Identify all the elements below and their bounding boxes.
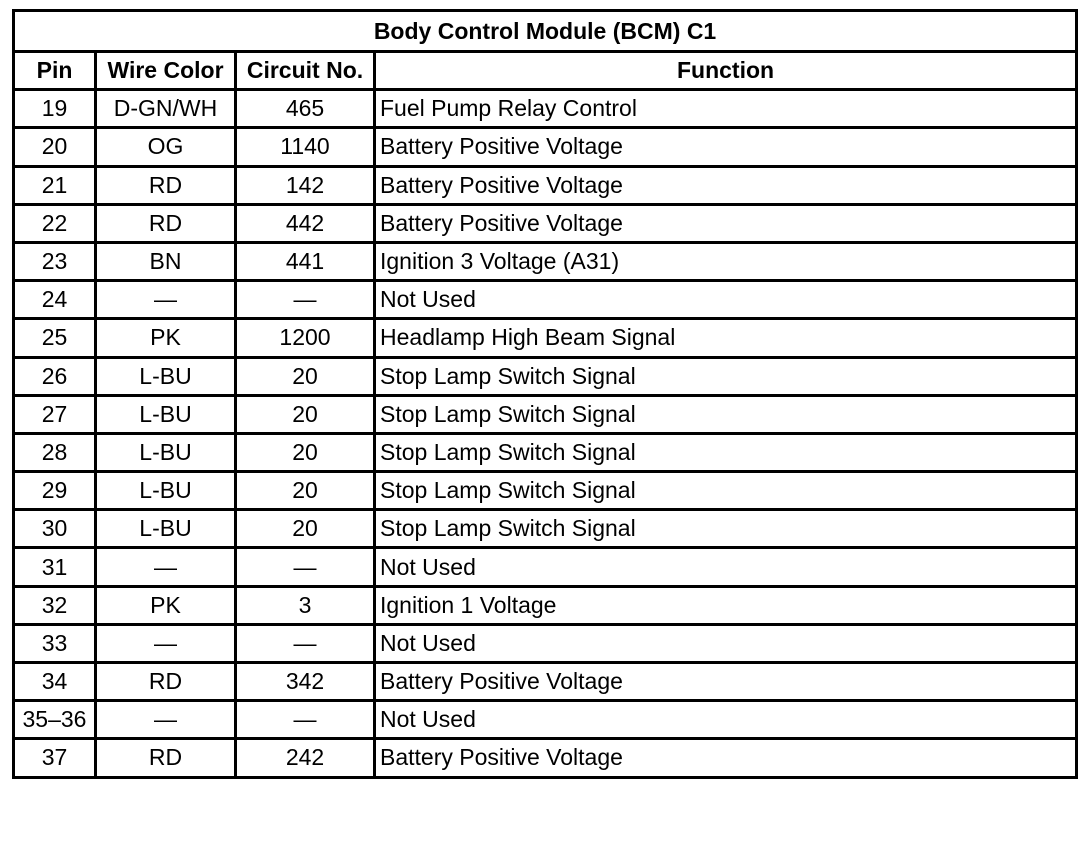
function-cell: Battery Positive Voltage <box>375 128 1077 166</box>
table-row <box>14 510 1077 548</box>
table-row <box>14 663 1077 701</box>
pin-cell: 29 <box>14 472 96 510</box>
table-row <box>14 128 1077 166</box>
circuit-no-cell: 20 <box>236 357 375 395</box>
wire-color-cell: PK <box>96 586 236 624</box>
table-row <box>14 739 1077 777</box>
table-row <box>14 281 1077 319</box>
title-row <box>14 11 1077 52</box>
wire-color-cell: PK <box>96 319 236 357</box>
wire-color-cell: — <box>96 624 236 662</box>
pin-cell: 34 <box>14 663 96 701</box>
function-cell: Stop Lamp Switch Signal <box>375 510 1077 548</box>
wire-color-cell: BN <box>96 242 236 280</box>
wire-color-cell: L-BU <box>96 510 236 548</box>
circuit-no-cell: 3 <box>236 586 375 624</box>
header-wire-color: Wire Color <box>96 52 236 90</box>
pin-cell: 22 <box>14 204 96 242</box>
pin-cell: 23 <box>14 242 96 280</box>
function-cell: Stop Lamp Switch Signal <box>375 433 1077 471</box>
wire-color-cell: L-BU <box>96 472 236 510</box>
table-row <box>14 90 1077 128</box>
pin-cell: 21 <box>14 166 96 204</box>
wire-color-cell: — <box>96 281 236 319</box>
table-title: Body Control Module (BCM) C1 <box>14 11 1077 52</box>
table-row <box>14 242 1077 280</box>
header-function: Function <box>375 52 1077 90</box>
table-row <box>14 395 1077 433</box>
function-cell: Stop Lamp Switch Signal <box>375 395 1077 433</box>
circuit-no-cell: 465 <box>236 90 375 128</box>
table-row <box>14 701 1077 739</box>
table-row <box>14 624 1077 662</box>
table-row <box>14 472 1077 510</box>
wire-color-cell: L-BU <box>96 357 236 395</box>
function-cell: Not Used <box>375 624 1077 662</box>
circuit-no-cell: — <box>236 281 375 319</box>
function-cell: Battery Positive Voltage <box>375 204 1077 242</box>
wire-color-cell: L-BU <box>96 433 236 471</box>
wire-color-cell: L-BU <box>96 395 236 433</box>
table-row <box>14 433 1077 471</box>
pin-cell: 32 <box>14 586 96 624</box>
function-cell: Stop Lamp Switch Signal <box>375 472 1077 510</box>
table-row <box>14 166 1077 204</box>
circuit-no-cell: 20 <box>236 472 375 510</box>
pin-cell: 35–36 <box>14 701 96 739</box>
pin-cell: 20 <box>14 128 96 166</box>
circuit-no-cell: 20 <box>236 510 375 548</box>
wire-color-cell: — <box>96 701 236 739</box>
circuit-no-cell: 20 <box>236 433 375 471</box>
circuit-no-cell: — <box>236 548 375 586</box>
wire-color-cell: RD <box>96 204 236 242</box>
function-cell: Battery Positive Voltage <box>375 663 1077 701</box>
function-cell: Stop Lamp Switch Signal <box>375 357 1077 395</box>
function-cell: Headlamp High Beam Signal <box>375 319 1077 357</box>
pin-cell: 37 <box>14 739 96 777</box>
circuit-no-cell: 242 <box>236 739 375 777</box>
pin-cell: 33 <box>14 624 96 662</box>
circuit-no-cell: — <box>236 701 375 739</box>
wire-color-cell: RD <box>96 739 236 777</box>
circuit-no-cell: 1140 <box>236 128 375 166</box>
header-row <box>14 52 1077 90</box>
circuit-no-cell: 442 <box>236 204 375 242</box>
pin-cell: 31 <box>14 548 96 586</box>
bcm-connector-table <box>12 9 1078 779</box>
pin-cell: 30 <box>14 510 96 548</box>
pin-cell: 28 <box>14 433 96 471</box>
circuit-no-cell: 1200 <box>236 319 375 357</box>
function-cell: Ignition 1 Voltage <box>375 586 1077 624</box>
function-cell: Not Used <box>375 281 1077 319</box>
pin-cell: 19 <box>14 90 96 128</box>
wire-color-cell: RD <box>96 166 236 204</box>
function-cell: Fuel Pump Relay Control <box>375 90 1077 128</box>
pin-cell: 26 <box>14 357 96 395</box>
function-cell: Battery Positive Voltage <box>375 739 1077 777</box>
table-row <box>14 319 1077 357</box>
pin-cell: 24 <box>14 281 96 319</box>
function-cell: Not Used <box>375 548 1077 586</box>
pin-cell: 27 <box>14 395 96 433</box>
circuit-no-cell: 342 <box>236 663 375 701</box>
circuit-no-cell: 441 <box>236 242 375 280</box>
function-cell: Not Used <box>375 701 1077 739</box>
circuit-no-cell: 20 <box>236 395 375 433</box>
wire-color-cell: RD <box>96 663 236 701</box>
table-row <box>14 586 1077 624</box>
table-row <box>14 548 1077 586</box>
table-row <box>14 357 1077 395</box>
circuit-no-cell: 142 <box>236 166 375 204</box>
pin-cell: 25 <box>14 319 96 357</box>
header-circuit-no: Circuit No. <box>236 52 375 90</box>
function-cell: Battery Positive Voltage <box>375 166 1077 204</box>
circuit-no-cell: — <box>236 624 375 662</box>
function-cell: Ignition 3 Voltage (A31) <box>375 242 1077 280</box>
wire-color-cell: D-GN/WH <box>96 90 236 128</box>
wire-color-cell: — <box>96 548 236 586</box>
table-row <box>14 204 1077 242</box>
header-pin: Pin <box>14 52 96 90</box>
wire-color-cell: OG <box>96 128 236 166</box>
